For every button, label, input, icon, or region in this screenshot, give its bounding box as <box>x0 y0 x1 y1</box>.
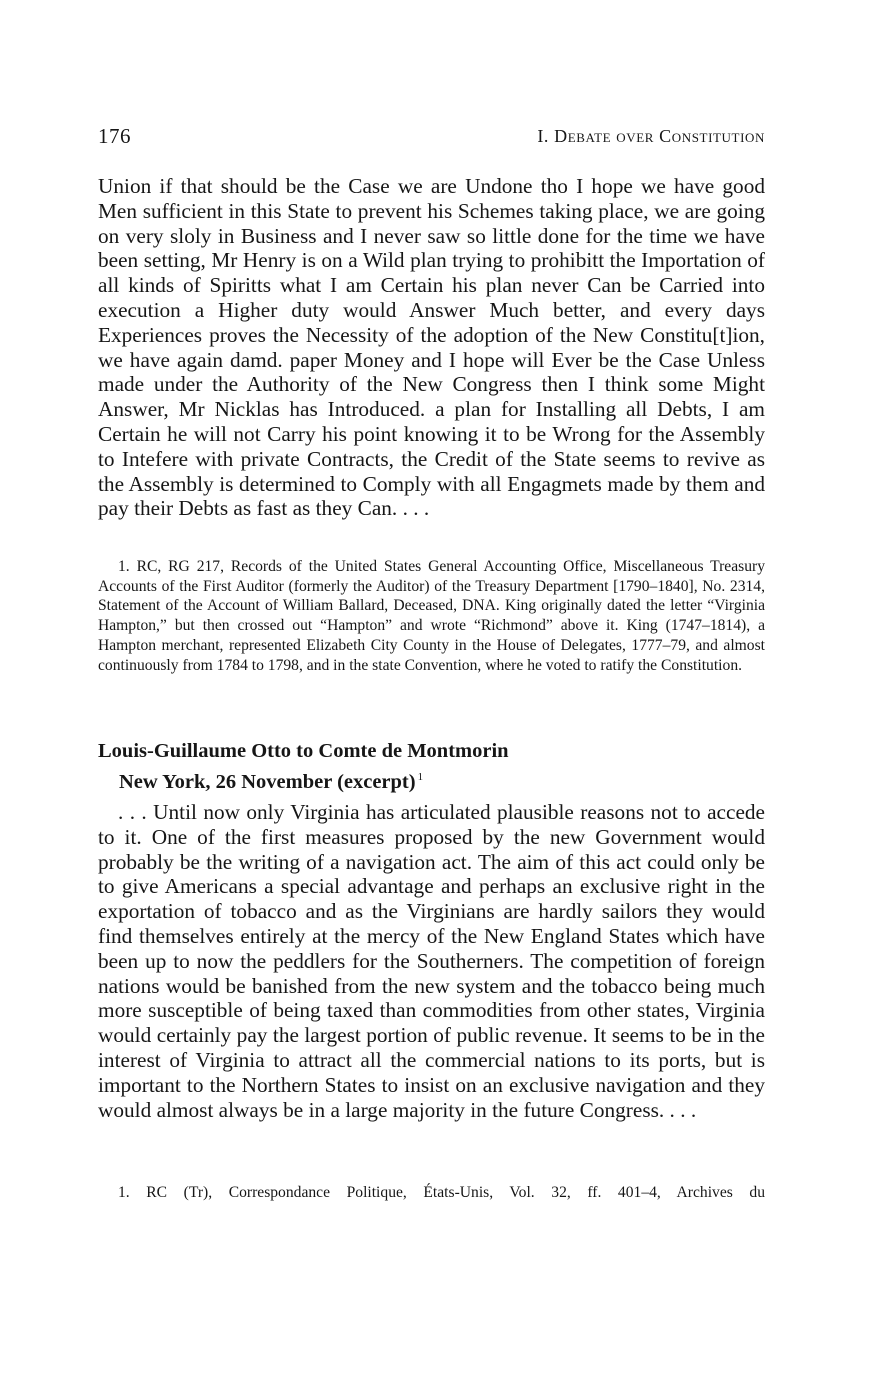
heading-title: Louis-Guillaume Otto to Comte de Montmorin <box>98 740 509 762</box>
heading-dateline-text: New York, 26 November (excerpt) <box>119 771 416 793</box>
running-head: I. Debate over Constitution <box>537 126 765 146</box>
page-header <box>98 124 765 154</box>
letter-body-excerpt: . . . Until now only Virginia has articulated plausible reasons not to accede to it. One of the first measures proposed by the new Government would probably be the writing of a navigation act. The aim of this act could only be to give Americans a special advantage and perhaps an exclusive right in the exportation of tobacco and as the Virginians are hardly sailors they would find themselves entirely at the mercy of the New England States which have been up to now the peddlers for the Southerners. The competition of foreign nations would be banished from the new system and the tobacco being much more susceptible of being taxed than commodities from other states, Virginia would certainly pay the largest portion of public revenue. It seems to be in the interest of Virginia to attract all the commercial nations to its ports, but is important to the Northern States to insist on an exclusive navigation and they would almost always be in a large majority in the future Congress. . . . <box>98 800 765 1122</box>
footnote-2: 1. RC (Tr), Correspondance Politique, États-Unis, Vol. 32, ff. 401–4, Archives du <box>118 1184 765 1201</box>
letter-body-continued: Union if that should be the Case we are Undone tho I hope we have good Men sufficient in this State to prevent his Schemes taking place, we are going on very sloly in Business and I never saw so little done for the time we have been setting, Mr Henry is on a Wild plan trying to prohibitt the Importation of all kinds of Spiritts what I am Certain his plan never Can be Carried into execution a Higher duty would Answer Much better, and every days Experiences proves the Necessity of the adoption of the New Constitu[t]ion, we have again damd. paper Money and I hope will Ever be the Case Unless made under the Authority of the New Congress then I think some Might Answer, Mr Nicklas has Introduced. a plan for Installing all Debts, I am Certain he will not Carry his point knowing it to be Wrong for the Assembly to Intefere with private Contracts, the Credit of the State seems to revive as the Assembly is determined to Comply with all Engagmets made by them and pay their Debts as fast as they Can. . . . <box>98 174 765 521</box>
heading-dateline <box>98 764 765 795</box>
footnote-marker: 1 <box>417 771 424 783</box>
page-number: 176 <box>98 124 131 148</box>
document-heading <box>98 738 765 795</box>
footnote-1: 1. RC, RG 217, Records of the United States General Accounting Office, Miscellaneous Treasury Accounts of the First Auditor (formerly the Auditor) of the Treasury Department [1790–1840], No. 2314, Statement of the Account of William Ballard, Deceased, DNA. King originally dated the letter “Virginia Hampton,” but then crossed out “Hampton” and wrote “Richmond” above it. King (1747–1814), a Hampton merchant, represented Elizabeth City County in the House of Delegates, 1777–79, and almost continuously from 1784 to 1798, and in the state Convention, where he voted to ratify the Constitution. <box>98 558 765 674</box>
